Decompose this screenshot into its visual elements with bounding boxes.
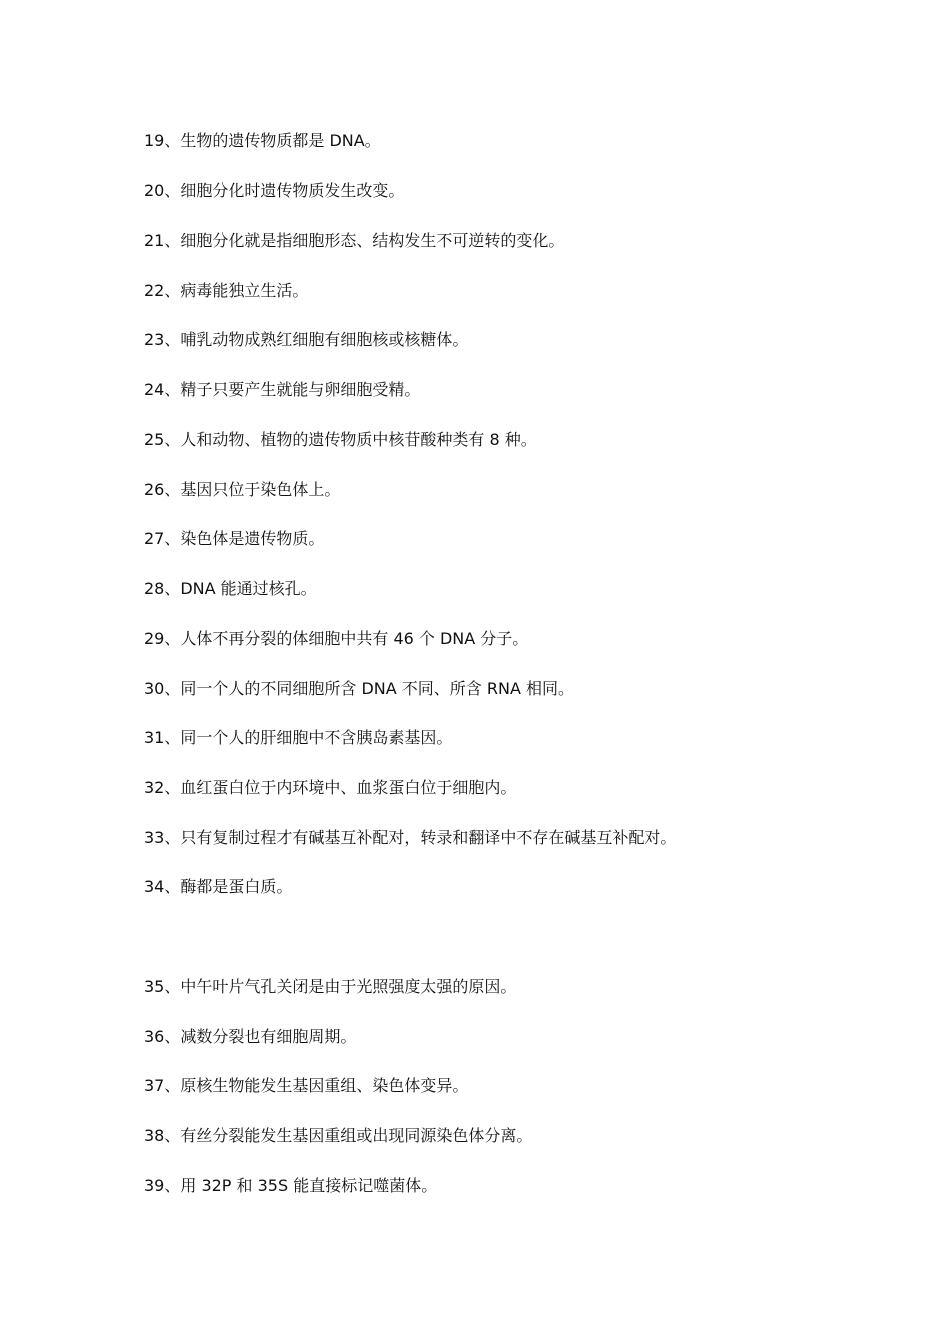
list-item: 30、同一个人的不同细胞所含 DNA 不同、所含 RNA 相同。 xyxy=(144,679,574,698)
list-item: 32、血红蛋白位于内环境中、血浆蛋白位于细胞内。 xyxy=(144,778,517,797)
list-item: 35、中午叶片气孔关闭是由于光照强度太强的原因。 xyxy=(144,977,517,996)
list-item: 38、有丝分裂能发生基因重组或出现同源染色体分离。 xyxy=(144,1126,533,1145)
list-item: 39、用 32P 和 35S 能直接标记噬菌体。 xyxy=(144,1176,438,1195)
list-item: 20、细胞分化时遗传物质发生改变。 xyxy=(144,181,405,200)
list-item: 19、生物的遗传物质都是 DNA。 xyxy=(144,131,381,150)
list-item: 29、人体不再分裂的体细胞中共有 46 个 DNA 分子。 xyxy=(144,629,529,648)
list-item: 27、染色体是遗传物质。 xyxy=(144,529,325,548)
list-item: 21、细胞分化就是指细胞形态、结构发生不可逆转的变化。 xyxy=(144,231,565,250)
list-item: 23、哺乳动物成熟红细胞有细胞核或核糖体。 xyxy=(144,330,469,349)
list-item: 26、基因只位于染色体上。 xyxy=(144,480,341,499)
list-item: 37、原核生物能发生基因重组、染色体变异。 xyxy=(144,1076,469,1095)
list-item: 24、精子只要产生就能与卵细胞受精。 xyxy=(144,380,421,399)
list-item: 34、酶都是蛋白质。 xyxy=(144,877,293,896)
list-item: 25、人和动物、植物的遗传物质中核苷酸种类有 8 种。 xyxy=(144,430,537,449)
list-item: 28、DNA 能通过核孔。 xyxy=(144,579,317,598)
list-item: 22、病毒能独立生活。 xyxy=(144,281,309,300)
list-item: 33、只有复制过程才有碱基互补配对，转录和翻译中不存在碱基互补配对。 xyxy=(144,828,677,847)
list-item: 31、同一个人的肝细胞中不含胰岛素基因。 xyxy=(144,728,453,747)
list-item: 36、减数分裂也有细胞周期。 xyxy=(144,1027,357,1046)
